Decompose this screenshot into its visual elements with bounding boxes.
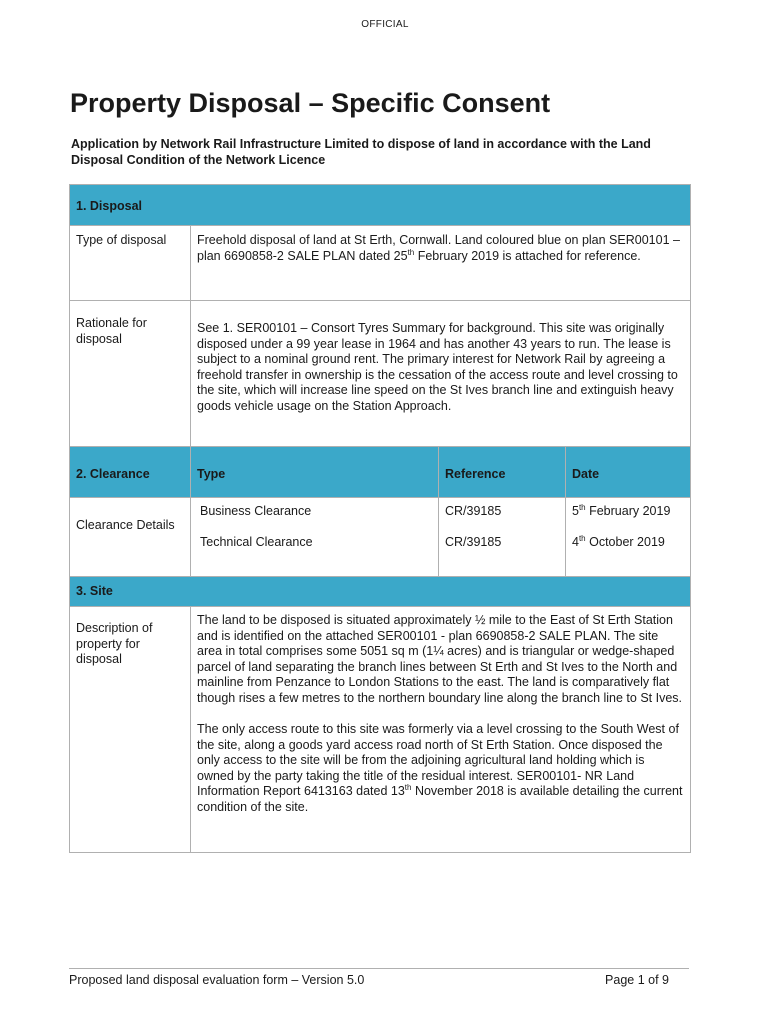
site-paragraph-1: The land to be disposed is situated approximately ½ mile to the East of St Erth Station and is identified on the attached SER00101 - plan 6690858-2 SALE PLAN. The site area in total comprises some 5051 sq m (1¼ acres) and is triangular or wedge-shaped parcel of land separating the branch lines between St Erth and St Ives to the North and mainline from Penzance to London Stations to the east. The land is comparatively flat though rises a few metres to the northern boundary line along the branch line to St Ives. [197, 613, 683, 705]
page-title: Property Disposal – Specific Consent [70, 88, 551, 118]
column-header-type: Type [191, 447, 439, 497]
clearance-type-column [191, 498, 439, 576]
page-subtitle: Application by Network Rail Infrastructure Limited to dispose of land in accordance with the Land Disposal Condition of the Network Licence [71, 137, 651, 167]
site-description-row [69, 607, 691, 853]
clearance-date-column [566, 498, 690, 576]
column-header-date: Date [572, 467, 600, 481]
clearance-details-label: Clearance Details [70, 498, 191, 576]
site-paragraph-2-a: The only access route to this site was formerly via a level crossing to the South West of the site, along a goods yard access road north of St Erth Station. Once disposed the only access to the site will be from the adjoining agricultural land holding which is owned by the party taking the title of the residual interest. SER00101- NR Land Information Report 6413163 dated 13 [197, 722, 679, 798]
type-value-ordinal: th [407, 247, 415, 257]
section-1-title: 1. Disposal [76, 199, 142, 213]
clearance-reference-cell: CR/39185 [445, 504, 502, 518]
site-description-label: Description of property for disposal [70, 607, 191, 852]
site-paragraph-2-ordinal: th [404, 782, 412, 792]
date-ordinal: th [578, 533, 586, 543]
clearance-reference-cell: CR/39185 [445, 535, 502, 549]
site-paragraph-2 [197, 722, 684, 815]
section-2-title: 2. Clearance [70, 447, 191, 497]
clearance-type-cell: Technical Clearance [200, 535, 313, 549]
page-footer [69, 968, 689, 987]
clearance-details-row [69, 498, 691, 576]
type-of-disposal-value [191, 226, 690, 300]
type-of-disposal-label: Type of disposal [70, 226, 191, 300]
footer-page-number: Page 1 of 9 [605, 973, 669, 987]
date-day: 4 [572, 535, 579, 549]
section-3-header [69, 576, 691, 607]
section-3-title: 3. Site [76, 584, 113, 598]
site-paragraph-2-b: November 2018 is available detailing the current condition of the site. [197, 784, 683, 814]
date-ordinal: th [578, 502, 586, 512]
date-rest: February 2019 [585, 504, 671, 518]
date-day: 5 [572, 504, 579, 518]
clearance-type-cell: Business Clearance [200, 504, 312, 518]
date-rest: October 2019 [585, 535, 665, 549]
disposal-form [69, 184, 691, 853]
rationale-value: See 1. SER00101 – Consort Tyres Summary for background. This site was originally disposed under a 99 year lease in 1964 and has another 43 years to run. The lease is subject to a nominal ground rent. The primary interest for Network Rail by agreeing a freehold transfer in ownership is the cessation of the access route and level crossing to the site, which will increase line speed on the St Ives branch line and extinguish heavy goods vehicle usage on the Station Approach. [197, 321, 678, 413]
site-description-value [191, 607, 690, 852]
type-value-text-a: Freehold disposal of land at St Erth, Cornwall. Land coloured blue on plan SER00101 – plan 6690858-2 SALE PLAN dated 25 [197, 233, 680, 263]
footer-form-version: Proposed land disposal evaluation form – Version 5.0 [69, 973, 365, 987]
clearance-date-cell [572, 535, 690, 551]
type-value-text-b: February 2019 is attached for reference. [414, 248, 641, 263]
type-of-disposal-row [69, 226, 691, 301]
column-header-reference: Reference [439, 447, 566, 497]
rationale-label: Rationale for disposal [70, 301, 191, 446]
clearance-date-cell [572, 504, 690, 535]
section-2-header [69, 447, 691, 498]
section-1-header [69, 184, 691, 226]
clearance-reference-column [439, 498, 566, 576]
rationale-row [69, 301, 691, 447]
classification-marking: OFFICIAL [361, 19, 409, 30]
